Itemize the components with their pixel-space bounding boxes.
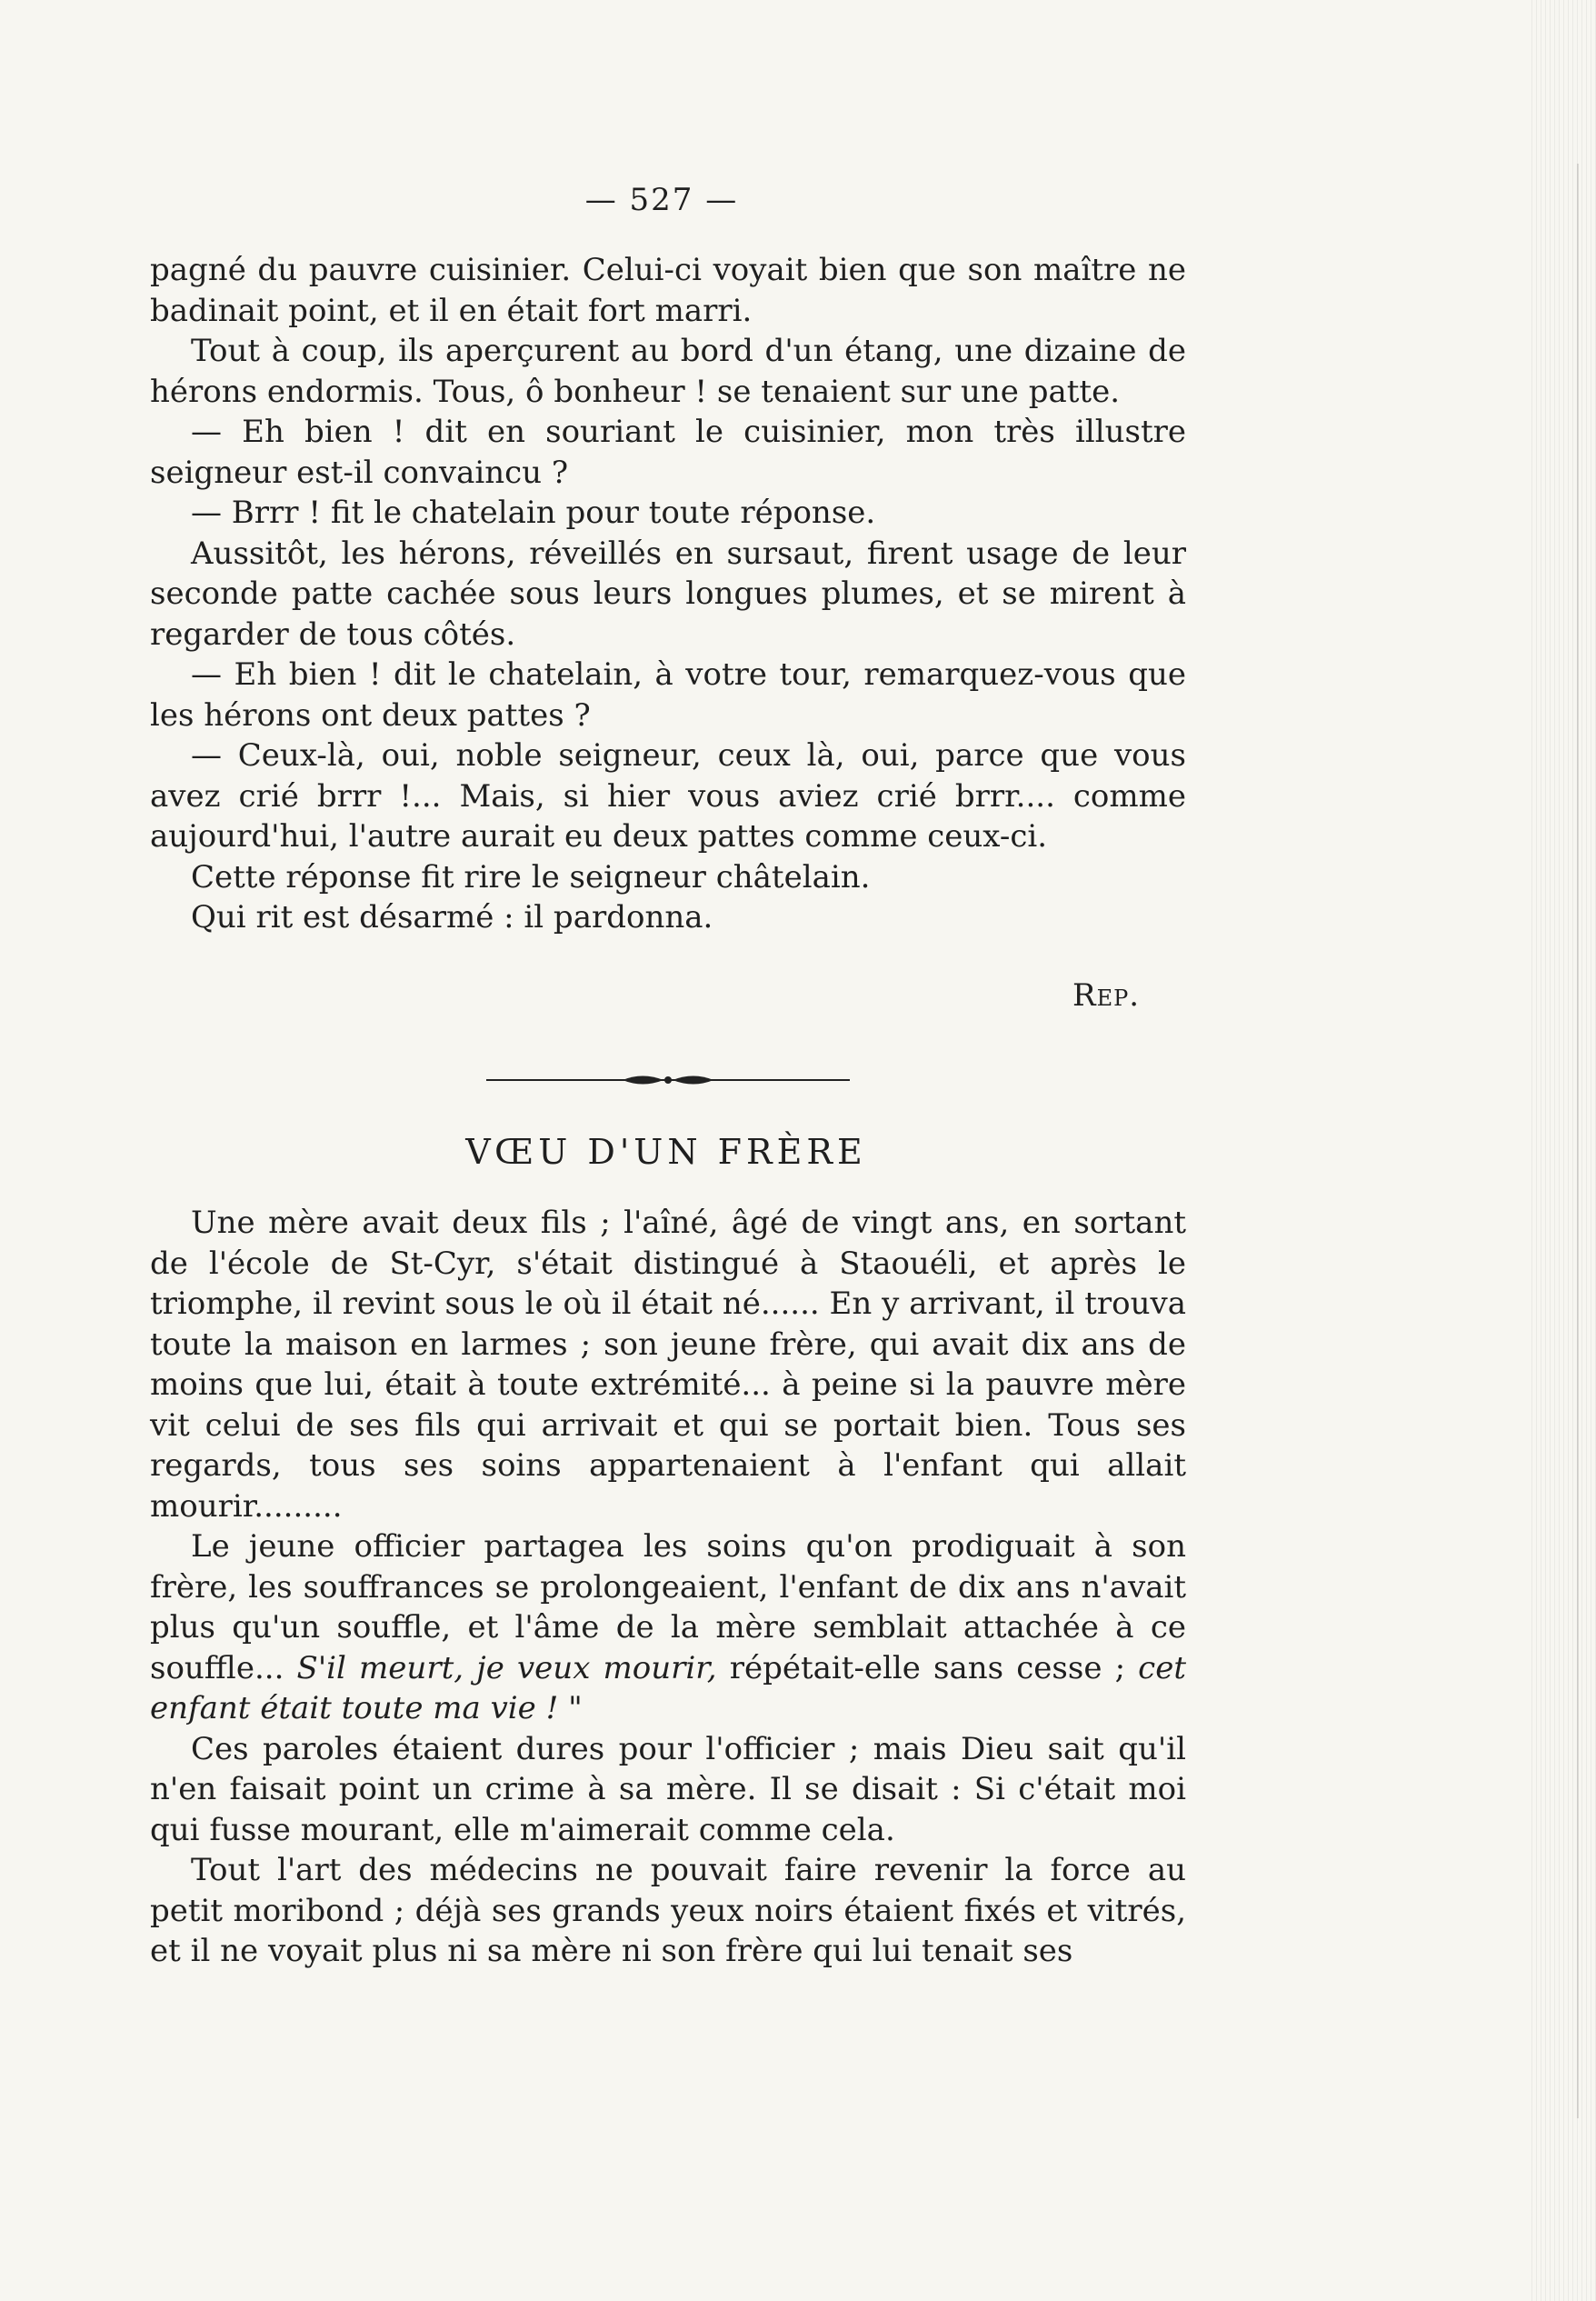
paragraph: — Ceux-là, oui, noble seigneur, ceux là, oui, parce que vous avez crié brrr !... Mais, si hier vous aviez crié brrr.... comme aujourd'hui, l'autre aurait eu deux pattes comme ceux-ci.: [150, 737, 1186, 855]
paragraph: Aussitôt, les hérons, réveillés en sursaut, firent usage de leur seconde patte cachée sous leurs longues plumes, et se mirent à regarder de tous côtés.: [150, 535, 1186, 653]
paragraph: Tout à coup, ils aperçurent au bord d'un étang, une dizaine de hérons endormis. Tous, ô bonheur ! se tenaient sur une patte.: [150, 333, 1186, 410]
paragraph: pagné du pauvre cuisinier. Celui-ci voyait bien que son maître ne badinait point, et il en était fort marri.: [150, 252, 1186, 329]
story-ending: [150, 250, 1186, 938]
page-edge-line: [1577, 164, 1579, 2118]
page-edge-texture: [1528, 0, 1596, 2301]
italic-quote: S'il meurt, je veux mourir,: [296, 1649, 717, 1686]
paragraph: — Brrr ! fit le chatelain pour toute réponse.: [191, 495, 876, 531]
page-number: — 527 —: [584, 182, 739, 218]
story-body: [150, 1203, 1186, 1972]
paragraph-text: Le jeune officier partagea les soins qu'on prodiguait à son frère, les souffrances se prolongeaient, l'enfant de dix ans n'avait plus qu'un souffle, et l'âme de la mère semblait attachée à ce souffle...: [150, 1528, 1186, 1686]
paragraph-text: répétait-elle sans cesse ;: [716, 1649, 1139, 1686]
author-signature: Rep.: [1072, 977, 1141, 1014]
paragraph: [150, 1526, 1186, 1729]
paragraph: Ces paroles étaient dures pour l'officier ; mais Dieu sait qu'il n'en faisait point un crime à sa mère. Il se disait : Si c'était moi qui fusse mourant, elle m'aimerait comme cela.: [150, 1730, 1186, 1848]
section-divider-ornament: [486, 1066, 850, 1094]
paragraph: — Eh bien ! dit en souriant le cuisinier, mon très illustre seigneur est-il convaincu ?: [150, 414, 1186, 491]
paragraph: — Eh bien ! dit le chatelain, à votre tour, remarquez-vous que les hérons ont deux pattes ?: [150, 656, 1186, 734]
paragraph: Tout l'art des médecins ne pouvait faire revenir la force au petit moribond ; déjà ses grands yeux noirs étaient fixés et vitrés, et il ne voyait plus ni sa mère ni son frère qui lui tenait ses: [150, 1852, 1186, 1969]
paragraph: Qui rit est désarmé : il pardonna.: [191, 899, 713, 935]
paragraph: Une mère avait deux fils ; l'aîné, âgé de vingt ans, en sortant de l'école de St-Cyr, s'était distingué à Staouéli, et après le triomphe, il revint sous le où il était né...... En y arrivant, il trouva toute la maison en larmes ; son jeune frère, qui avait dix ans de moins que lui, était à toute extrémité... à peine si la pauvre mère vit celui de ses fils qui arrivait et qui se portait bien. Tous ses regards, tous ses soins appartenaient à l'enfant qui allait mourir.........: [150, 1205, 1186, 1525]
section-title: VŒU D'UN FRÈRE: [465, 1132, 867, 1172]
italic-quote: cet enfant était toute ma vie ! ": [150, 1649, 1186, 1726]
paragraph: Cette réponse fit rire le seigneur châtelain.: [191, 858, 871, 895]
